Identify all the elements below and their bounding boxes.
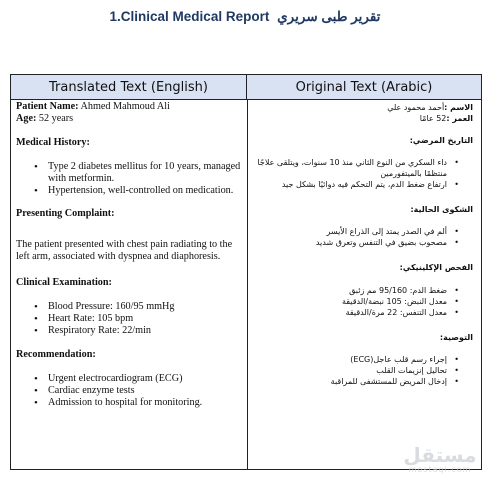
arabic-complaint-item: • ألم في الصدر يمتد إلى الذراع الأيسر xyxy=(251,226,473,237)
column-heading-english: Translated Text (English) xyxy=(11,75,247,100)
arabic-exam-item: • معدل التنفس: 22 مرة/الدقيقة xyxy=(251,307,473,318)
watermark-brand: مستقل xyxy=(403,443,477,467)
arabic-age-value: 52 عامًا xyxy=(419,114,447,123)
history-item: • Hypertension, well-controlled on medication. xyxy=(16,185,244,197)
arabic-age-line xyxy=(251,113,473,124)
watermark-url: mostaql.com xyxy=(408,465,472,474)
arabic-complaint-heading: الشكوى الحالية: xyxy=(410,205,473,214)
arabic-history-item: • داء السكري من النوع الثاني منذ 10 سنوات، ويتلقى علاجًا منتظمًا بالميتفورمين xyxy=(251,157,473,179)
report-title-ar: تقرير طبى سريري xyxy=(277,9,381,24)
complaint-text: The patient presented with chest pain radiating to the left arm, associated with dyspnea and diaphoresis. xyxy=(16,239,233,262)
arabic-age-label: العمر : xyxy=(446,114,473,123)
exam-item: • Respiratory Rate: 22/min xyxy=(16,325,244,337)
arabic-column xyxy=(251,101,473,387)
report-title-en: 1.Clinical Medical Report xyxy=(109,9,270,24)
history-list xyxy=(16,161,244,197)
arabic-name-line xyxy=(251,102,473,113)
arabic-recommendation-heading: التوصية: xyxy=(439,333,473,342)
patient-name-value: Ahmed Mahmoud Ali xyxy=(78,101,170,112)
recommendation-item: • Cardiac enzyme tests xyxy=(16,385,244,397)
report-title xyxy=(0,9,490,25)
age-value: 52 years xyxy=(36,113,74,124)
age-label: Age: xyxy=(16,113,37,124)
arabic-complaint-item: • مصحوب بضيق في التنفس وتعرق شديد xyxy=(251,237,473,248)
arabic-name-value: أحمد محمود علي xyxy=(387,103,445,112)
exam-item: • Heart Rate: 105 bpm xyxy=(16,313,244,325)
arabic-history-heading: التاريخ المرضي: xyxy=(409,136,473,145)
arabic-recommendation-item: • تحاليل إنزيمات القلب xyxy=(251,365,473,376)
recommendation-list xyxy=(16,373,244,409)
patient-name-label: Patient Name: xyxy=(16,101,79,112)
english-column xyxy=(16,101,244,409)
watermark-logo xyxy=(400,445,480,474)
column-divider xyxy=(247,100,248,469)
history-heading: Medical History: xyxy=(16,137,90,148)
complaint-heading: Presenting Complaint: xyxy=(16,208,115,219)
arabic-recommendation-item: • إدخال المريض للمستشفى للمراقبة xyxy=(251,376,473,387)
arabic-recommendation-list xyxy=(251,354,473,387)
arabic-exam-item: • ضغط الدم: 95/160 مم زئبق xyxy=(251,285,473,296)
patient-name-line xyxy=(16,101,244,113)
recommendation-heading: Recommendation: xyxy=(16,349,96,360)
arabic-complaint-list xyxy=(251,226,473,248)
translation-table xyxy=(10,74,482,470)
age-line xyxy=(16,113,244,125)
arabic-history-list xyxy=(251,157,473,190)
arabic-recommendation-item: • إجراء رسم قلب عاجل(ECG) xyxy=(251,354,473,365)
recommendation-item: • Admission to hospital for monitoring. xyxy=(16,397,244,409)
column-heading-arabic: Original Text (Arabic) xyxy=(247,75,481,100)
arabic-history-item: • ارتفاع ضغط الدم، يتم التحكم فيه دوائيًا بشكل جيد xyxy=(251,179,473,190)
exam-heading: Clinical Examination: xyxy=(16,277,112,288)
exam-item: • Blood Pressure: 160/95 mmHg xyxy=(16,301,244,313)
recommendation-item: • Urgent electrocardiogram (ECG) xyxy=(16,373,244,385)
exam-list xyxy=(16,301,244,337)
history-item: • Type 2 diabetes mellitus for 10 years, managed with metformin. xyxy=(16,161,244,185)
arabic-exam-item: • معدل النبض: 105 نبضة/الدقيقة xyxy=(251,296,473,307)
arabic-exam-list xyxy=(251,285,473,318)
arabic-exam-heading: الفحص الإكلينيكي: xyxy=(399,263,473,272)
arabic-name-label: الاسم : xyxy=(444,103,473,112)
